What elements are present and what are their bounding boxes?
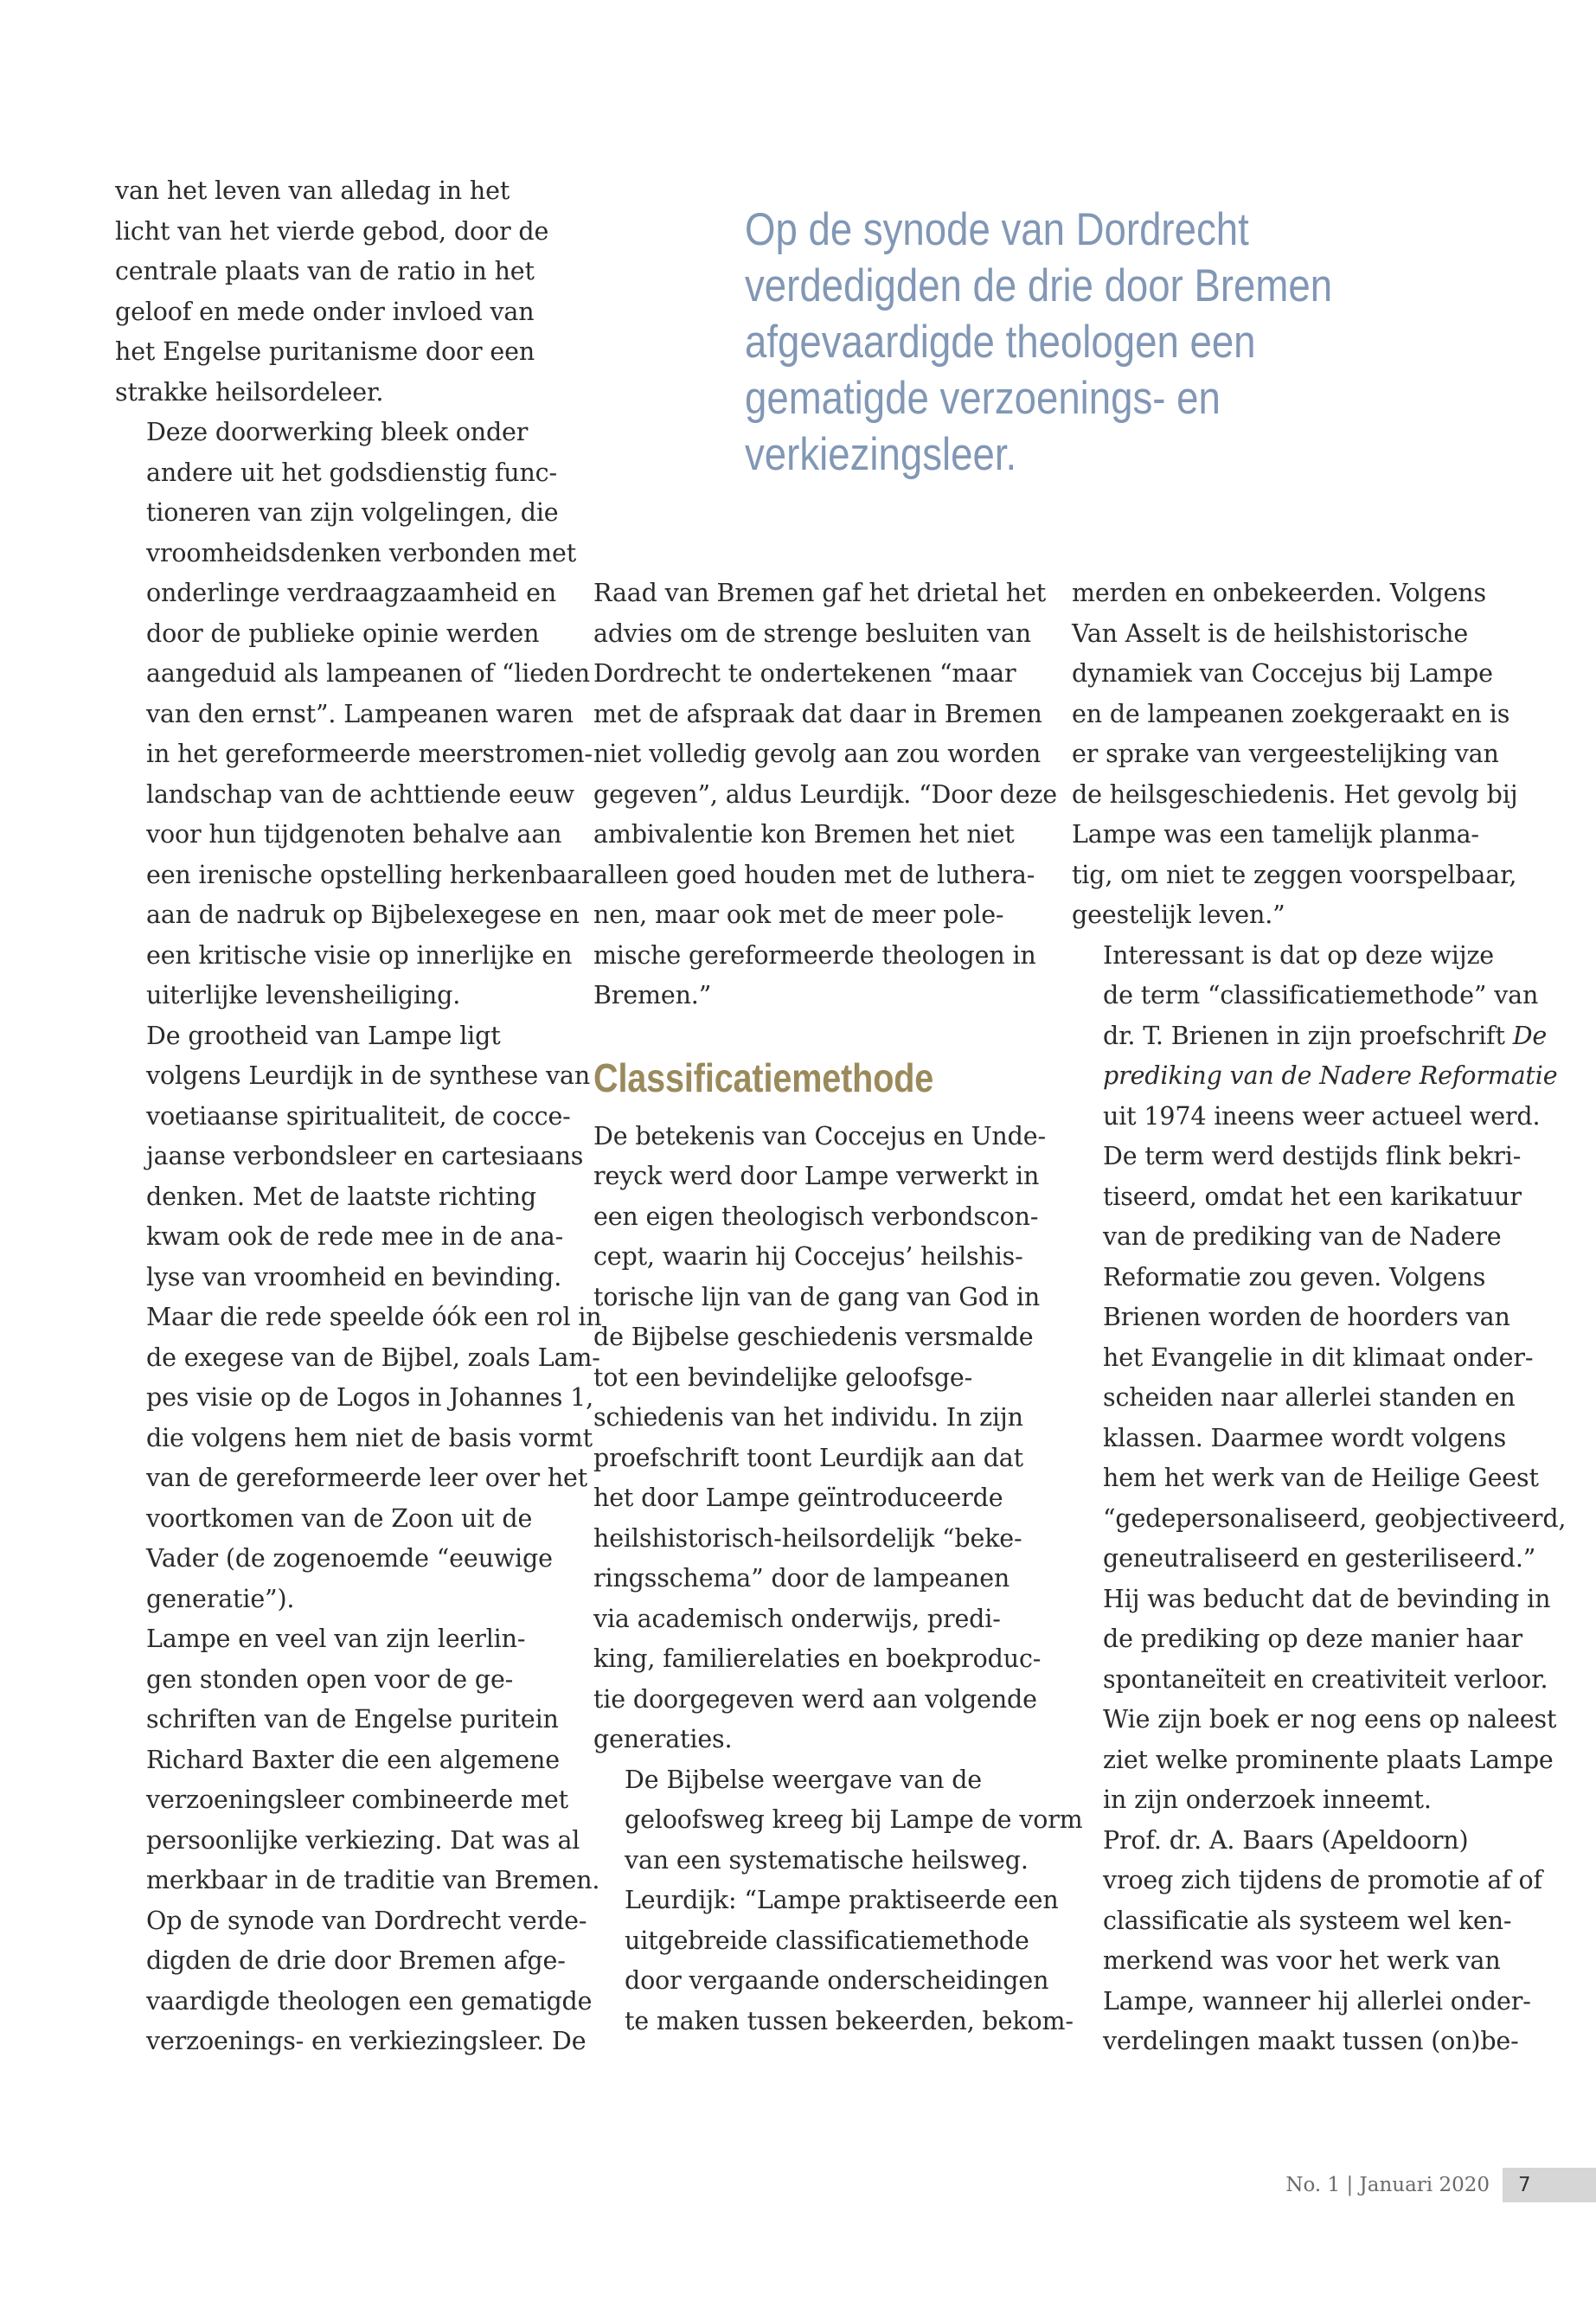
text-line: schiedenis van het individu. In zijn bbox=[593, 1403, 1023, 1432]
text-line: voetiaanse spiritualiteit, de cocce- bbox=[146, 1101, 571, 1131]
text-line: uitgebreide classificatiemethode bbox=[625, 1926, 1029, 1955]
text-line: nen, maar ook met de meer pole- bbox=[593, 901, 1004, 929]
text-line: persoonlijke verkiezing. Dat was al bbox=[146, 1825, 580, 1855]
paragraph bbox=[115, 171, 565, 413]
text-line: Richard Baxter die een algemene bbox=[146, 1745, 560, 1774]
text-line: Leurdijk: “Lampe praktiseerde een bbox=[625, 1886, 1059, 1914]
text-line: in zijn onderzoek inneemt. bbox=[1103, 1785, 1432, 1814]
text-line: Lampe en veel van zijn leerlin- bbox=[146, 1625, 526, 1653]
text-line: jaanse verbondsleer en cartesiaans bbox=[146, 1142, 584, 1170]
text-line: van de prediking van de Nadere bbox=[1103, 1222, 1502, 1251]
text-line: Interessant is dat op deze wijze bbox=[1103, 940, 1495, 970]
text-line: pes visie op de Logos in Johannes 1, bbox=[146, 1383, 593, 1412]
column-3 bbox=[1072, 574, 1567, 2062]
text-line: in het gereformeerde meerstromen- bbox=[146, 740, 593, 768]
book-title-part: De bbox=[1512, 1021, 1548, 1050]
text-line: tig, om niet te zeggen voorspelbaar, bbox=[1072, 860, 1517, 889]
text-line: met de afspraak dat daar in Bremen bbox=[593, 699, 1042, 728]
text-line: tie doorgegeven werd aan volgende bbox=[593, 1684, 1037, 1714]
paragraph bbox=[593, 1760, 1083, 2042]
text-line: niet volledig gevolg aan zou worden bbox=[593, 740, 1042, 768]
text-line: vaardigde theologen een gematigde bbox=[146, 1986, 593, 2016]
text-line: aan de nadruk op Bijbelexegese en bbox=[146, 901, 580, 929]
text-line: gen stonden open voor de ge- bbox=[146, 1664, 514, 1694]
text-line: door vergaande onderscheidingen bbox=[625, 1966, 1049, 1995]
text-line: licht van het vierde gebod, door de bbox=[115, 216, 549, 246]
text-lines bbox=[1072, 1097, 1567, 1821]
text-line: het door Lampe geïntroduceerde bbox=[593, 1484, 1003, 1512]
text-line: cept, waarin hij Coccejus’ heilshis- bbox=[593, 1242, 1023, 1271]
text-line: Van Asselt is de heilshistorische bbox=[1072, 619, 1469, 648]
text-line: De grootheid van Lampe ligt bbox=[146, 1021, 501, 1050]
text-line: “gedepersonaliseerd, geobjectiveerd, bbox=[1103, 1503, 1567, 1533]
text-line: reyck werd door Lampe verwerkt in bbox=[593, 1162, 1040, 1190]
text-line: generaties. bbox=[593, 1725, 733, 1753]
text-line: er sprake van vergeestelijking van bbox=[1072, 740, 1499, 768]
paragraph bbox=[115, 1016, 602, 1620]
text-line: voortkomen van de Zoon uit de bbox=[146, 1503, 533, 1533]
text-line: uit 1974 ineens weer actueel werd. bbox=[1103, 1101, 1541, 1131]
text-line: ambivalentie kon Bremen het niet bbox=[593, 820, 1015, 849]
text-line: vroomheidsdenken verbonden met bbox=[146, 538, 577, 567]
text-line: via academisch onderwijs, predi- bbox=[593, 1604, 1001, 1633]
text-line: scheiden naar allerlei standen en bbox=[1103, 1383, 1516, 1412]
text-line: van een systematische heilsweg. bbox=[625, 1845, 1029, 1875]
text-line: de Bijbelse geschiedenis versmalde bbox=[593, 1323, 1034, 1351]
issue-info: No. 1 | Januari 2020 bbox=[1285, 2174, 1490, 2196]
text-line: Op de synode van Dordrecht bbox=[745, 204, 1249, 255]
text-line: Lampe, wanneer hij allerlei onder- bbox=[1103, 1986, 1531, 2016]
text-line: denken. Met de laatste richting bbox=[146, 1182, 536, 1211]
text-line: tioneren van zijn volgelingen, die bbox=[146, 498, 559, 527]
text-line: van den ernst”. Lampeanen waren bbox=[146, 699, 574, 728]
text-line: merkend was voor het werk van bbox=[1103, 1946, 1501, 1975]
text-line: Vader (de zogenoemde “eeuwige bbox=[146, 1544, 553, 1573]
text-line: een irenische opstelling herkenbaar bbox=[146, 860, 593, 889]
text-line: geloof en mede onder invloed van bbox=[115, 297, 535, 326]
paragraph bbox=[1072, 1821, 1542, 2062]
text-line: afgevaardigde theologen een bbox=[745, 317, 1256, 368]
text-line: landschap van de achttiende eeuw bbox=[146, 779, 575, 809]
text-line: van de gereformeerde leer over het bbox=[146, 1464, 588, 1492]
text-line: hem het werk van de Heilige Geest bbox=[1103, 1464, 1539, 1492]
text-line: de prediking op deze manier haar bbox=[1103, 1625, 1523, 1653]
text-line: het Engelse puritanisme door een bbox=[115, 337, 535, 366]
text-line: gegeven”, aldus Leurdijk. “Door deze bbox=[593, 779, 1057, 809]
text-line: Lampe was een tamelijk planma- bbox=[1072, 820, 1479, 849]
paragraph bbox=[1072, 574, 1522, 936]
text-line: volgens Leurdijk in de synthese van bbox=[146, 1061, 591, 1090]
text-line: spontaneïteit en creativiteit verloor. bbox=[1103, 1664, 1548, 1694]
text-line: uiterlijke levensheiliging. bbox=[146, 981, 461, 1009]
text-line: Raad van Bremen gaf het drietal het bbox=[593, 579, 1047, 607]
text-line: verkiezingsleer. bbox=[745, 429, 1017, 480]
text-line: van het leven van alledag in het bbox=[115, 176, 510, 205]
text-line: Prof. dr. A. Baars (Apeldoorn) bbox=[1103, 1825, 1469, 1855]
text-line: merkbaar in de traditie van Bremen. bbox=[146, 1866, 600, 1894]
text-line: die volgens hem niet de basis vormt bbox=[146, 1423, 593, 1452]
text-line: centrale plaats van de ratio in het bbox=[115, 257, 535, 285]
text-line: heilshistorisch-heilsordelijk “beke- bbox=[593, 1523, 1022, 1553]
section-heading: Classificatiemethode bbox=[593, 1054, 934, 1100]
text-line: dynamiek van Coccejus bij Lampe bbox=[1072, 659, 1493, 688]
text-line: andere uit het godsdienstig func- bbox=[146, 458, 557, 487]
paragraph bbox=[115, 413, 593, 1016]
text-line: digden de drie door Bremen afge- bbox=[146, 1946, 566, 1975]
book-title-part: prediking van de Nadere Reformatie bbox=[1103, 1061, 1558, 1090]
column-1 bbox=[115, 171, 602, 2062]
text-line: Wie zijn boek er nog eens op naleest bbox=[1103, 1705, 1557, 1734]
text-line: Deze doorwerking bleek onder bbox=[146, 418, 529, 446]
text-line: klassen. Daarmee wordt volgens bbox=[1103, 1423, 1507, 1452]
text-line: Brienen worden de hoorders van bbox=[1103, 1303, 1510, 1331]
text-line: schriften van de Engelse puritein bbox=[146, 1705, 559, 1734]
text-line: Bremen.” bbox=[593, 981, 712, 1009]
text-line: mische gereformeerde theologen in bbox=[593, 940, 1036, 970]
text-line: De Bijbelse weergave van de bbox=[625, 1765, 983, 1794]
text-line: lyse van vroomheid en bevinding. bbox=[146, 1262, 562, 1292]
text-line: gematigde verzoenings- en bbox=[745, 373, 1221, 424]
text-line: onderlinge verdraagzaamheid en bbox=[146, 579, 557, 607]
text-line bbox=[1072, 1056, 1558, 1097]
text-line: het Evangelie in dit klimaat onder- bbox=[1103, 1343, 1534, 1372]
text-line: De term werd destijds flink bekri- bbox=[1103, 1142, 1522, 1170]
page-number: 7 bbox=[1503, 2168, 1596, 2202]
text-line: torische lijn van de gang van God in bbox=[593, 1282, 1041, 1311]
text-line: proefschrift toont Leurdijk aan dat bbox=[593, 1443, 1023, 1472]
text-line: advies om de strenge besluiten van bbox=[593, 619, 1031, 648]
text-line: een eigen theologisch verbondscon- bbox=[593, 1202, 1039, 1231]
text-line: Maar die rede speelde óók een rol in bbox=[146, 1303, 602, 1331]
text-line: merden en onbekeerden. Volgens bbox=[1072, 579, 1486, 607]
text-line: verzoenings- en verkiezingsleer. De bbox=[146, 2027, 586, 2055]
text-line: en de lampeanen zoekgeraakt en is bbox=[1072, 699, 1510, 728]
paragraph bbox=[115, 1619, 600, 2062]
text-line: Dordrecht te ondertekenen “maar bbox=[593, 659, 1016, 688]
text-line: king, familierelaties en boekproduc- bbox=[593, 1644, 1042, 1673]
text-line: verdedigden de drie door Bremen bbox=[745, 260, 1333, 311]
text-line: ringsschema” door de lampeanen bbox=[593, 1564, 1010, 1593]
text-line: aangeduid als lampeanen of “lieden bbox=[146, 659, 590, 688]
text-line: generatie”). bbox=[146, 1584, 295, 1613]
text-line: Op de synode van Dordrecht verde- bbox=[146, 1906, 587, 1935]
text-line: kwam ook de rede mee in de ana- bbox=[146, 1222, 564, 1251]
text-line: tiseerd, omdat het een karikatuur bbox=[1103, 1182, 1522, 1211]
text-line: Reformatie zou geven. Volgens bbox=[1103, 1262, 1486, 1292]
text-line: te maken tussen bekeerden, bekom- bbox=[625, 2006, 1074, 2035]
text-line: vroeg zich tijdens de promotie af of bbox=[1103, 1866, 1542, 1894]
text-line: geloofsweg kreeg bij Lampe de vorm bbox=[625, 1805, 1083, 1834]
paragraph bbox=[1072, 936, 1567, 1821]
text-line: de heilsgeschiedenis. Het gevolg bij bbox=[1072, 779, 1518, 809]
text-line: door de publieke opinie werden bbox=[146, 619, 540, 648]
text-line: classificatie als systeem wel ken- bbox=[1103, 1906, 1512, 1935]
text-line: voor hun tijdgenoten behalve aan bbox=[146, 820, 562, 849]
paragraph bbox=[593, 574, 1057, 1016]
text-line: strakke heilsordeleer. bbox=[115, 377, 384, 407]
text-line: de term “classificatiemethode” van bbox=[1103, 981, 1539, 1009]
text-line: ziet welke prominente plaats Lampe bbox=[1103, 1745, 1554, 1774]
text-line: geestelijk leven.” bbox=[1072, 901, 1285, 929]
text-line: de exegese van de Bijbel, zoals Lam- bbox=[146, 1343, 600, 1372]
text-line: verdelingen maakt tussen (on)be- bbox=[1103, 2027, 1519, 2055]
text-line: een kritische visie op innerlijke en bbox=[146, 940, 573, 970]
text-line: De betekenis van Coccejus en Unde- bbox=[593, 1121, 1046, 1150]
text-line bbox=[1072, 1016, 1548, 1057]
paragraph bbox=[593, 1117, 1046, 1760]
pull-quote bbox=[745, 202, 1355, 483]
text-line: alleen goed houden met de luthera- bbox=[593, 860, 1035, 889]
text-lines bbox=[1072, 936, 1539, 1016]
text-line: Hij was beducht dat de bevinding in bbox=[1103, 1584, 1551, 1613]
text-span: dr. T. Brienen in zijn proefschrift bbox=[1103, 1021, 1513, 1050]
text-line: verzoeningsleer combineerde met bbox=[146, 1785, 568, 1814]
text-line: tot een bevindelijke geloofsge- bbox=[593, 1362, 973, 1392]
text-line: geneutraliseerd en gesteriliseerd.” bbox=[1103, 1544, 1536, 1573]
column-2 bbox=[593, 574, 1083, 2041]
